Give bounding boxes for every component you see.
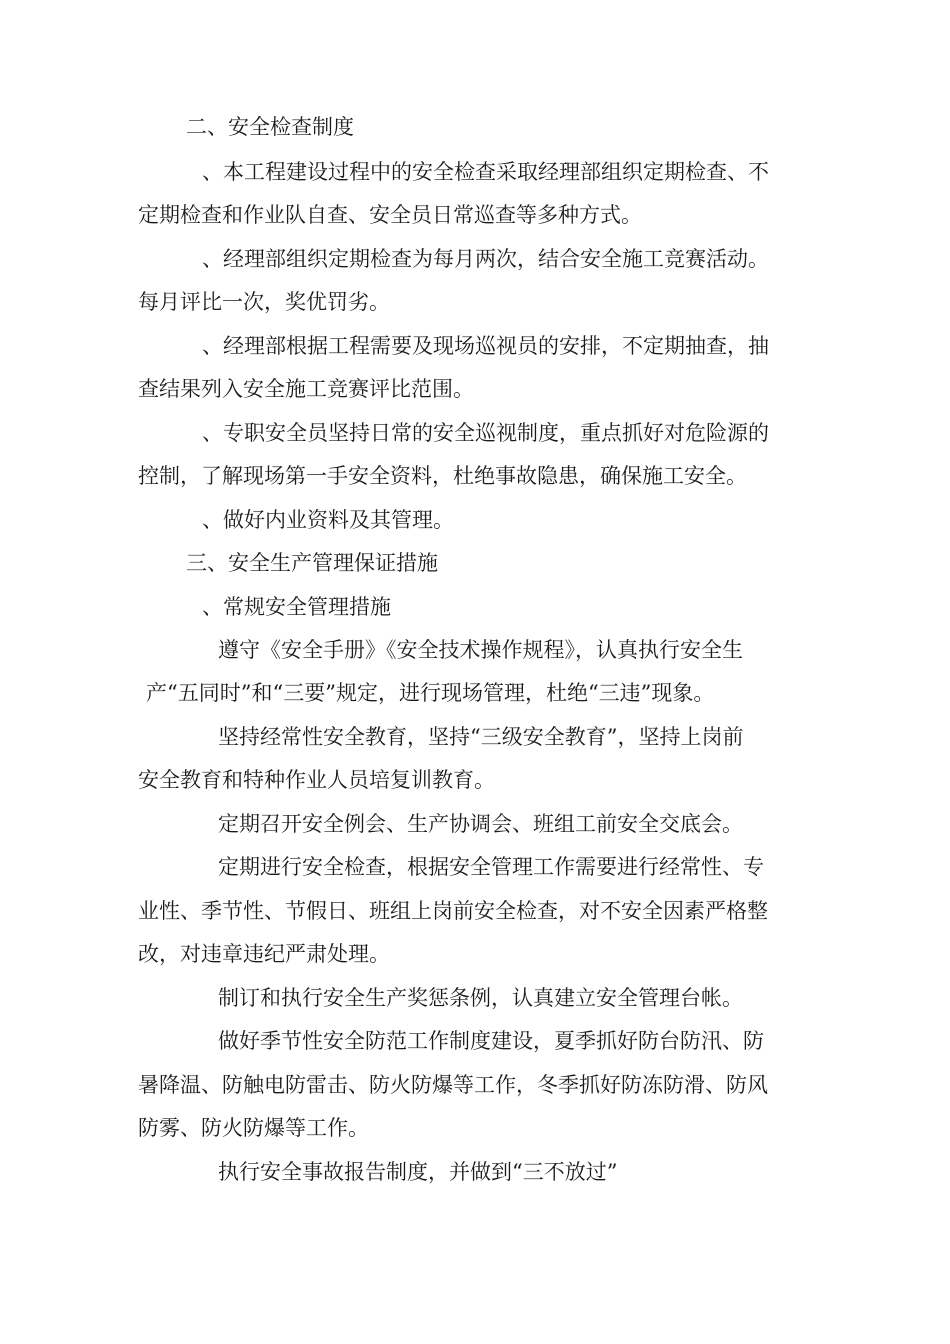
subsection-heading: 、常规安全管理措施	[202, 595, 391, 619]
paragraph-line: 、做好内业资料及其管理。	[202, 508, 454, 532]
paragraph-line: 、专职安全员坚持日常的安全巡视制度，重点抓好对危险源的	[202, 421, 769, 445]
paragraph-line: 遵守《安全手册》《安全技术操作规程》，认真执行安全生	[218, 638, 743, 662]
paragraph-line: 安全教育和特种作业人员培复训教育。	[138, 768, 495, 792]
paragraph-line: 定期进行安全检查，根据安全管理工作需要进行经常性、专	[218, 855, 764, 879]
paragraph-line: 、本工程建设过程中的安全检查采取经理部组织定期检查、不	[202, 160, 769, 184]
paragraph-line: 、经理部组织定期检查为每月两次，结合安全施工竞赛活动。	[202, 247, 769, 271]
section-heading-production-safety: 三、安全生产管理保证措施	[186, 551, 438, 575]
paragraph-line: 定期检查和作业队自查、安全员日常巡查等多种方式。	[138, 203, 642, 227]
paragraph-line: 执行安全事故报告制度，并做到“三不放过”	[218, 1160, 618, 1184]
paragraph-line: 防雾、防火防爆等工作。	[138, 1116, 369, 1140]
paragraph-line: 每月评比一次，奖优罚劣。	[138, 290, 390, 314]
paragraph-line: 定期召开安全例会、生产协调会、班组工前安全交底会。	[218, 812, 743, 836]
section-heading-safety-inspection: 二、安全检查制度	[186, 115, 354, 139]
paragraph-line: 坚持经常性安全教育，坚持“三级安全教育”，坚持上岗前	[218, 725, 744, 749]
paragraph-line: 产“五同时”和“三要”规定，进行现场管理，杜绝“三违”现象。	[146, 681, 715, 705]
paragraph-line: 业性、季节性、节假日、班组上岗前安全检查，对不安全因素严格整	[138, 899, 768, 923]
paragraph-line: 暑降温、防触电防雷击、防火防爆等工作，冬季抓好防冻防滑、防风	[138, 1073, 768, 1097]
paragraph-line: 查结果列入安全施工竞赛评比范围。	[138, 377, 474, 401]
paragraph-line: 控制，了解现场第一手安全资料，杜绝事故隐患，确保施工安全。	[138, 464, 747, 488]
paragraph-line: 、经理部根据工程需要及现场巡视员的安排，不定期抽查，抽	[202, 334, 769, 358]
paragraph-line: 改，对违章违纪严肃处理。	[138, 942, 390, 966]
paragraph-line: 制订和执行安全生产奖惩条例，认真建立安全管理台帐。	[218, 986, 743, 1010]
paragraph-line: 做好季节性安全防范工作制度建设，夏季抓好防台防汛、防	[218, 1029, 764, 1053]
